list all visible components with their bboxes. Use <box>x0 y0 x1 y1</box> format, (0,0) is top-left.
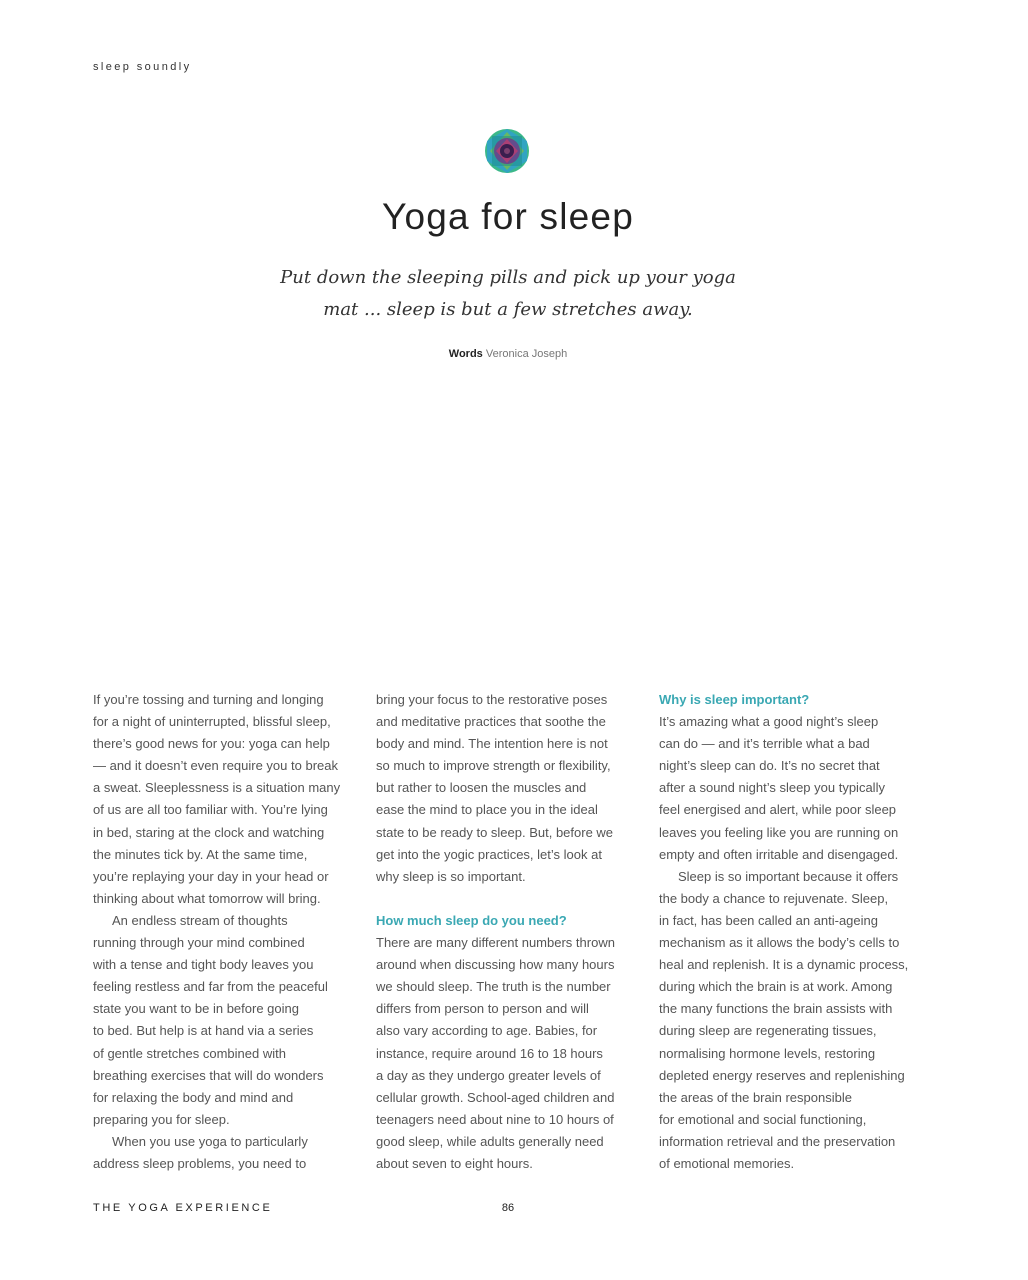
body-line: a sweat. Sleeplessness is a situation many <box>93 780 341 796</box>
body-line: night’s sleep can do. It’s no secret that <box>659 758 880 774</box>
body-line: An endless stream of thoughts <box>112 912 288 928</box>
body-line: can do — and it’s terrible what a bad <box>659 736 870 752</box>
body-line: information retrieval and the preservation <box>659 1133 896 1149</box>
byline <box>0 348 1016 360</box>
body-line: state to be ready to sleep. But, before we <box>376 824 614 840</box>
body-line: to bed. But help is at hand via a series <box>93 1023 314 1039</box>
page-number: 86 <box>501 1202 515 1214</box>
body-line: during which the brain is at work. Among <box>659 979 893 995</box>
body-line: mechanism as it allows the body’s cells to <box>659 935 900 951</box>
body-line: during sleep are regenerating tissues, <box>659 1023 877 1039</box>
body-column-3 <box>659 689 931 1175</box>
body-line: of gentle stretches combined with <box>93 1045 286 1061</box>
body-line: there’s good news for you: yoga can help <box>93 736 330 752</box>
body-line: of emotional memories. <box>659 1155 795 1171</box>
standfirst <box>270 262 746 326</box>
body-line: There are many different numbers thrown <box>376 935 615 951</box>
body-line: feel energised and alert, while poor sleep <box>659 802 897 818</box>
body-line: around when discussing how many hours <box>376 957 615 973</box>
body-line: also vary according to age. Babies, for <box>376 1023 598 1039</box>
body-line: of us are all too familiar with. You’re lying <box>93 802 328 818</box>
body-line: for emotional and social functioning, <box>659 1111 867 1127</box>
body-line: differs from person to person and will <box>376 1001 589 1017</box>
body-line: If you’re tossing and turning and longing <box>93 692 324 707</box>
body-line: ease the mind to place you in the ideal <box>376 802 598 818</box>
footer-publication: THE YOGA EXPERIENCE <box>93 1202 273 1214</box>
body-line: breathing exercises that will do wonders <box>93 1067 324 1083</box>
body-line: It’s amazing what a good night’s sleep <box>659 714 879 730</box>
article-title: Yoga for sleep <box>381 196 634 237</box>
body-line: When you use yoga to particularly <box>112 1133 308 1149</box>
body-column-2 <box>376 689 648 1175</box>
body-line: depleted energy reserves and replenishing <box>659 1067 905 1083</box>
body-line: why sleep is so important. <box>376 868 526 884</box>
body-line: good sleep, while adults generally need <box>376 1133 604 1149</box>
section-label: sleep soundly <box>93 61 192 73</box>
body-line: state you want to be in before going <box>93 1001 299 1017</box>
body-line: normalising hormone levels, restoring <box>659 1045 876 1061</box>
standfirst-line: Put down the sleeping pills and pick up your yoga <box>280 267 736 288</box>
paragraph-gap <box>376 888 648 910</box>
body-line: preparing you for sleep. <box>93 1111 230 1127</box>
body-line: Sleep is so important because it offers <box>678 868 899 884</box>
body-line: running through your mind combined <box>93 935 305 951</box>
author-name: Veronica Joseph <box>485 348 568 360</box>
body-line: cellular growth. School-aged children and <box>376 1089 615 1105</box>
body-line: in fact, has been called an anti-ageing <box>659 912 878 928</box>
body-line: the body a chance to rejuvenate. Sleep, <box>659 890 889 906</box>
mandala-logo-icon <box>484 128 530 174</box>
body-column-1 <box>93 689 365 1175</box>
body-line: and meditative practices that soothe the <box>376 714 606 730</box>
body-line: the many functions the brain assists with <box>659 1001 893 1017</box>
body-line: thinking about what tomorrow will bring. <box>93 890 321 906</box>
body-line: instance, require around 16 to 18 hours <box>376 1045 603 1061</box>
body-line: but rather to loosen the muscles and <box>376 780 587 796</box>
body-line: we should sleep. The truth is the number <box>376 979 611 995</box>
body-line: heal and replenish. It is a dynamic process, <box>659 957 909 973</box>
body-line: empty and often irritable and disengaged. <box>659 846 899 862</box>
body-line: address sleep problems, you need to <box>93 1155 307 1171</box>
body-line: after a sound night’s sleep you typically <box>659 780 885 796</box>
body-line: get into the yogic practices, let’s look at <box>376 846 602 862</box>
body-line: bring your focus to the restorative poses <box>376 692 608 707</box>
body-line: for a night of uninterrupted, blissful sleep, <box>93 714 331 730</box>
standfirst-line: mat ... sleep is but a few stretches away. <box>323 299 693 320</box>
body-line: body and mind. The intention here is not <box>376 736 608 752</box>
body-line: about seven to eight hours. <box>376 1155 533 1171</box>
body-line: the areas of the brain responsible <box>659 1089 852 1105</box>
byline-label: Words <box>448 348 483 360</box>
body-line: feeling restless and far from the peaceful <box>93 979 328 995</box>
body-line: the minutes tick by. At the same time, <box>93 846 308 862</box>
section-heading: Why is sleep important? <box>659 692 810 707</box>
body-line: so much to improve strength or flexibility, <box>376 758 611 774</box>
body-line: in bed, staring at the clock and watching <box>93 824 325 840</box>
section-heading: How much sleep do you need? <box>376 912 567 928</box>
body-line: with a tense and tight body leaves you <box>93 957 314 973</box>
body-line: teenagers need about nine to 10 hours of <box>376 1111 614 1127</box>
body-line: — and it doesn’t even require you to break <box>93 758 338 774</box>
body-line: for relaxing the body and mind and <box>93 1089 294 1105</box>
body-line: you’re replaying your day in your head or <box>93 868 329 884</box>
body-line: leaves you feeling like you are running on <box>659 824 899 840</box>
body-line: a day as they undergo greater levels of <box>376 1067 601 1083</box>
